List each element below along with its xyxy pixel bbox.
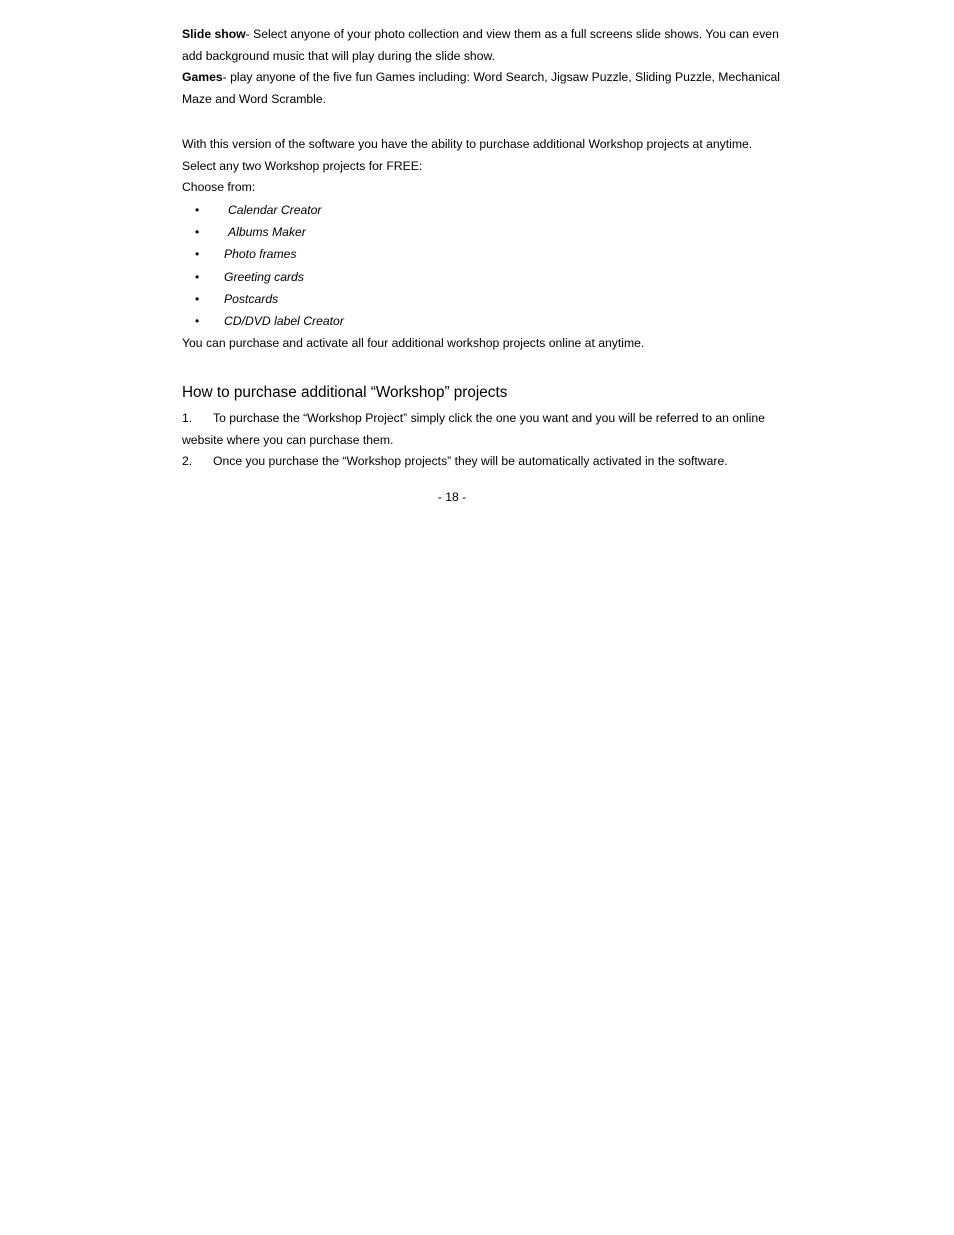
list-item (182, 310, 782, 332)
project-postcards: Postcards (224, 292, 279, 307)
project-greeting-cards: Greeting cards (224, 269, 304, 284)
step-text: To purchase the “Workshop Project” simply click the one you want and you will be referred to an online website where you can purchase them. (182, 411, 765, 447)
workshop-projects-list (182, 199, 782, 333)
paragraph-spacer (182, 110, 782, 134)
step-number: 2. (182, 454, 193, 469)
bullet-icon: • (195, 202, 200, 217)
games-description: - play anyone of the five fun Games including: Word Search, Jigsaw Puzzle, Sliding Puzzle, Mechanical Maze and Word Scramble. (182, 70, 780, 106)
bullet-icon: • (195, 292, 200, 307)
games-paragraph (182, 67, 782, 110)
list-item (182, 243, 782, 265)
page-number: - 18 - (437, 490, 467, 504)
purchase-steps-list (182, 408, 782, 473)
step-text: Once you purchase the “Workshop projects” they will be automatically activated in the software. (213, 454, 728, 469)
project-cd-dvd-label-creator: CD/DVD label Creator (224, 314, 344, 329)
games-term: Games (182, 70, 223, 84)
bullet-icon: • (195, 224, 200, 239)
slide-show-paragraph (182, 24, 782, 67)
project-calendar-creator: Calendar Creator (228, 202, 322, 217)
bullet-icon: • (195, 269, 200, 284)
bullet-icon: • (195, 247, 200, 262)
activate-note: You can purchase and activate all four additional workshop projects online at anytime. (182, 335, 645, 350)
project-photo-frames: Photo frames (224, 247, 297, 262)
list-item (182, 288, 782, 310)
purchase-ability-text: With this version of the software you have the ability to purchase additional Workshop projects at anytime. (182, 137, 753, 151)
step-number: 1. (182, 411, 193, 426)
list-item (182, 266, 782, 288)
list-item (182, 408, 782, 451)
slide-show-term: Slide show (182, 27, 246, 41)
slide-show-description: - Select anyone of your photo collection and view them as a full screens slide shows. You can even add background music that will play during the slide show. (182, 27, 779, 63)
choose-from-text: Choose from: (182, 180, 256, 194)
list-item (182, 199, 782, 221)
list-item (182, 451, 782, 473)
section-heading: How to purchase additional “Workshop” projects (182, 384, 508, 402)
list-item (182, 221, 782, 243)
project-albums-maker: Albums Maker (228, 224, 306, 239)
free-projects-text: Select any two Workshop projects for FREE: (182, 158, 423, 173)
document-page (182, 24, 782, 473)
bullet-icon: • (195, 314, 200, 329)
